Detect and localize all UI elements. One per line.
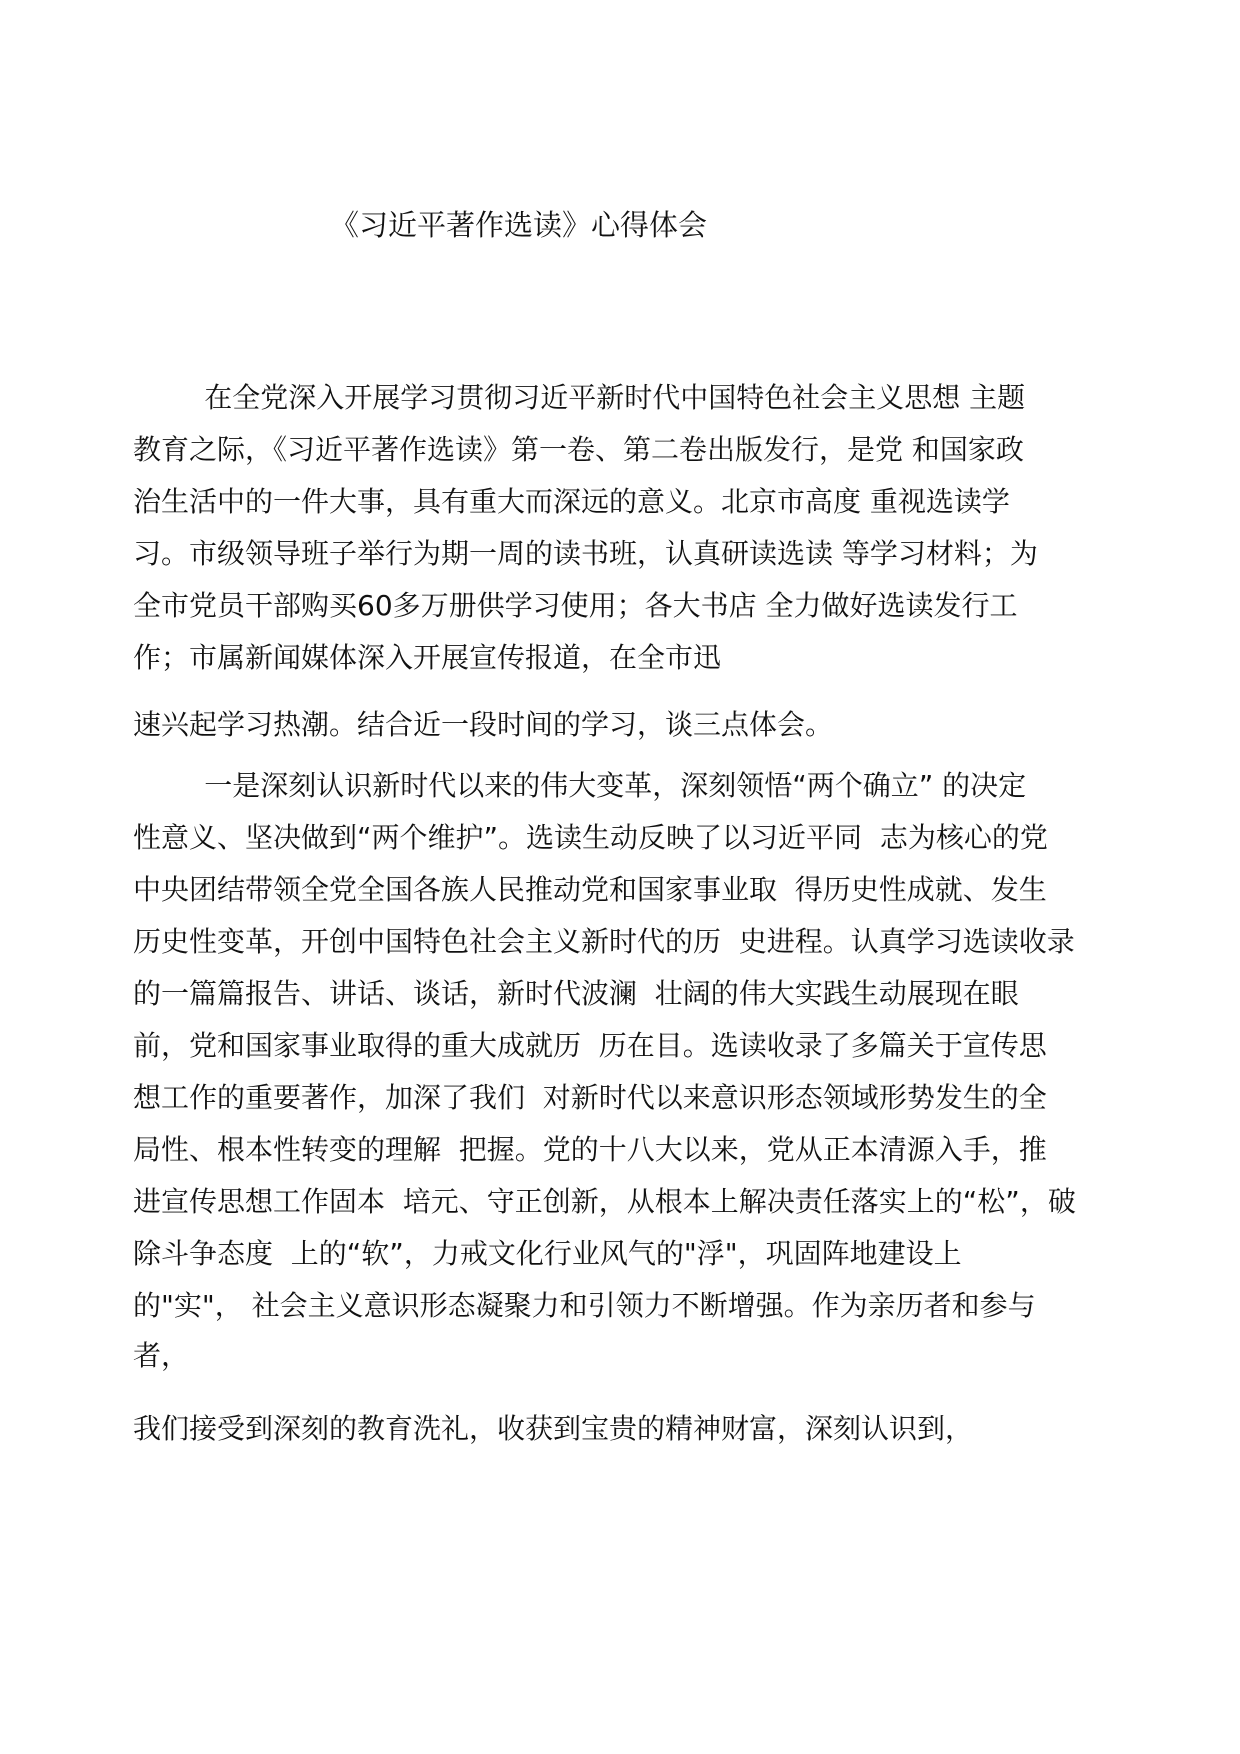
paragraph-line: 一是深刻认识新时代以来的伟大变革，深刻领悟“两个确立” 的决定 xyxy=(133,769,1027,802)
paragraph-line: 历史性变革，开创中国特色社会主义新时代的历 史进程。认真学习选读收录 xyxy=(133,925,1075,958)
paragraph-line: 治生活中的一件大事，具有重大而深远的意义。北京市高度 重视选读学 xyxy=(133,485,1010,518)
paragraph-line: 想工作的重要著作，加深了我们 对新时代以来意识形态领域形势发生的全 xyxy=(133,1081,1047,1114)
paragraph-line: 的"实"， 社会主义意识形态凝聚力和引领力不断增强。作为亲历者和参与 xyxy=(133,1289,1036,1322)
paragraph-line: 在全党深入开展学习贯彻习近平新时代中国特色社会主义思想 主题 xyxy=(133,381,1026,414)
paragraph-line: 中央团结带领全党全国各族人民推动党和国家事业取 得历史性成就、发生 xyxy=(133,873,1047,906)
document-title: 《习近平著作选读》心得体会 xyxy=(330,208,708,242)
paragraph-line: 性意义、坚决做到“两个维护”。选读生动反映了以习近平同 志为核心的党 xyxy=(133,821,1048,854)
paragraph-line: 局性、根本性转变的理解 把握。党的十八大以来，党从正本清源入手，推 xyxy=(133,1133,1047,1166)
paragraph-line: 速兴起学习热潮。结合近一段时间的学习，谈三点体会。 xyxy=(133,708,834,741)
paragraph-line: 作；市属新闻媒体深入开展宣传报道，在全市迅 xyxy=(133,641,722,674)
paragraph-line: 进宣传思想工作固本 培元、守正创新，从根本上解决责任落实上的“松”，破 xyxy=(133,1185,1076,1218)
paragraph-line: 前，党和国家事业取得的重大成就历 历在目。选读收录了多篇关于宣传思 xyxy=(133,1029,1047,1062)
paragraph-line: 除斗争态度 上的“软”，力戒文化行业风气的"浮"，巩固阵地建设上 xyxy=(133,1237,962,1270)
paragraph-line: 习。市级领导班子举行为期一周的读书班，认真研读选读 等学习材料；为 xyxy=(133,537,1038,570)
paragraph-line: 教育之际，《习近平著作选读》第一卷、第二卷出版发行，是党 和国家政 xyxy=(133,433,1024,466)
paragraph-line: 者， xyxy=(133,1339,190,1372)
paragraph-line: 全市党员干部购买60多万册供学习使用；各大书店 全力做好选读发行工 xyxy=(133,589,1018,622)
paragraph-line: 我们接受到深刻的教育洗礼，收获到宝贵的精神财富，深刻认识到， xyxy=(133,1412,974,1445)
paragraph-line: 的一篇篇报告、讲话、谈话，新时代波澜 壮阔的伟大实践生动展现在眼 xyxy=(133,977,1019,1010)
